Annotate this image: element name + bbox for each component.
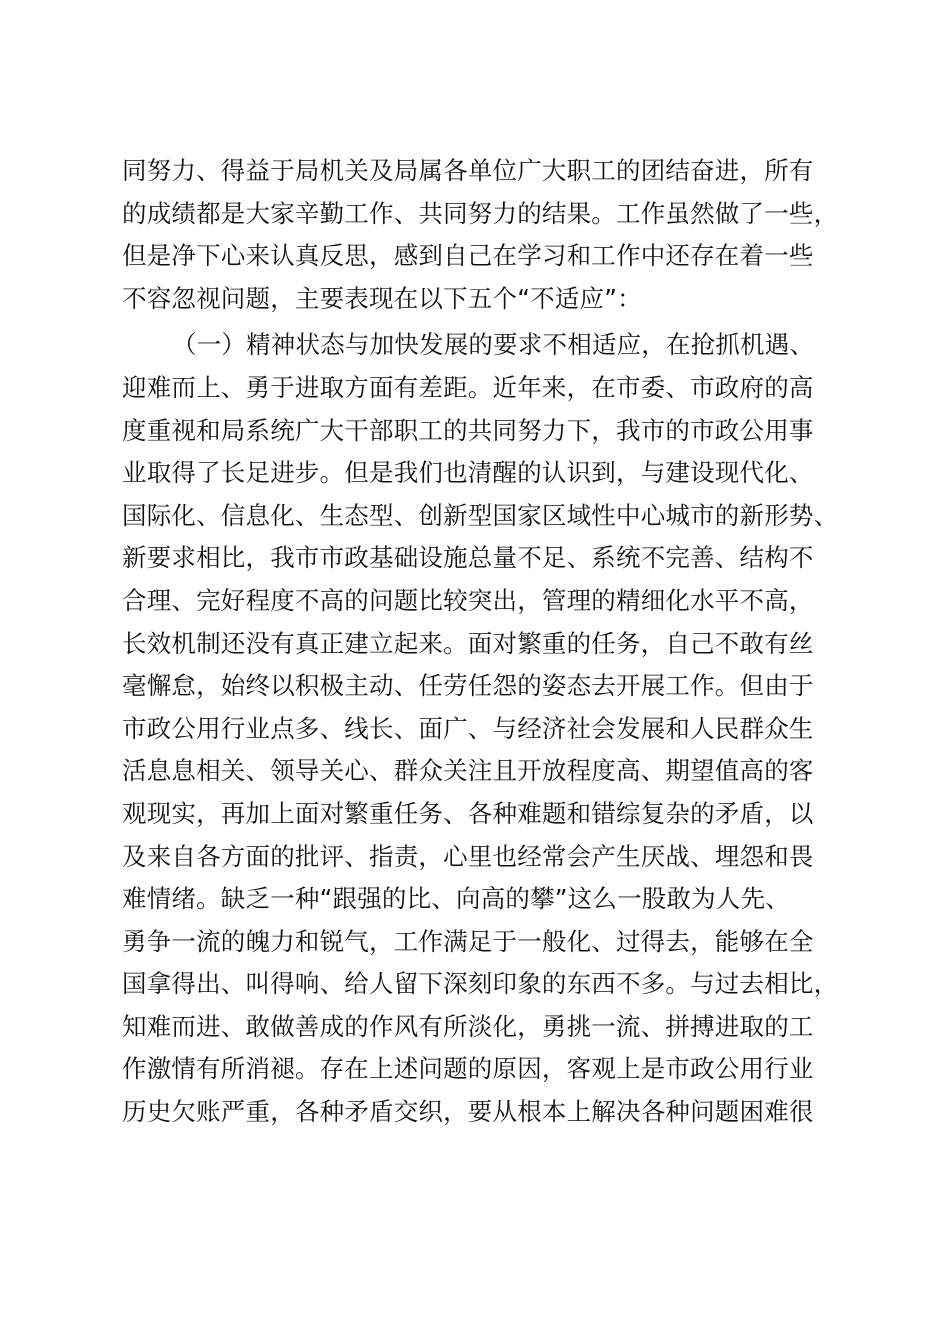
- text-line: 勇争一流的魄力和锐气，工作满足于一般化、过得去，能够在全: [122, 926, 814, 956]
- text-line: 作激情有所消褪。存在上述问题的原因，客观上是市政公用行业: [122, 1054, 814, 1084]
- text-line: 知难而进、敢做善成的作风有所淡化，勇挑一流、拼搏进取的工: [122, 1011, 814, 1041]
- text-line: 迎难而上、勇于进取方面有差距。近年来，在市委、市政府的高: [122, 372, 814, 402]
- text-line: 新要求相比，我市市政基础设施总量不足、系统不完善、结构不: [122, 543, 814, 573]
- text-line: 度重视和局系统广大干部职工的共同努力下，我市的市政公用事: [122, 415, 814, 445]
- text-line: 不容忽视问题，主要表现在以下五个“不适应”：: [122, 283, 642, 313]
- text-line: 市政公用行业点多、线长、面广、与经济社会发展和人民群众生: [122, 713, 814, 743]
- text-line: 毫懈怠，始终以积极主动、任劳任怨的姿态去开展工作。但由于: [122, 671, 814, 701]
- text-line: 及来自各方面的批评、指责，心里也经常会产生厌战、埋怨和畏: [122, 841, 814, 871]
- text-line: 历史欠账严重，各种矛盾交织，要从根本上解决各种问题困难很: [122, 1097, 814, 1127]
- text-line: 长效机制还没有真正建立起来。面对繁重的任务，自己不敢有丝: [122, 628, 814, 658]
- text-line: 的成绩都是大家辛勤工作、共同努力的结果。工作虽然做了一些，: [122, 198, 839, 228]
- text-line: 合理、完好程度不高的问题比较突出，管理的精细化水平不高，: [122, 585, 814, 615]
- body-text: [122, 150, 862, 1134]
- text-line: 国拿得出、叫得响、给人留下深刻印象的东西不多。与过去相比，: [122, 969, 839, 999]
- text-line: 国际化、信息化、生态型、创新型国家区域性中心城市的新形势、: [122, 500, 839, 530]
- text-line: 业取得了长足进步。但是我们也清醒的认识到，与建设现代化、: [122, 458, 814, 488]
- text-line: 但是净下心来认真反思，感到自己在学习和工作中还存在着一些: [122, 241, 814, 271]
- section-heading-line: （一）精神状态与加快发展的要求不相适应，在抢抓机遇、: [172, 330, 815, 360]
- text-line: 观现实，再加上面对繁重任务、各种难题和错综复杂的矛盾，以: [122, 798, 814, 828]
- text-line: 活息息相关、领导关心、群众关注且开放程度高、期望值高的客: [122, 756, 814, 786]
- text-line: 同努力、得益于局机关及局属各单位广大职工的团结奋进，所有: [122, 156, 814, 185]
- text-line: 难情绪。缺乏一种“跟强的比、向高的攀”这么一股敢为人先、: [122, 884, 790, 914]
